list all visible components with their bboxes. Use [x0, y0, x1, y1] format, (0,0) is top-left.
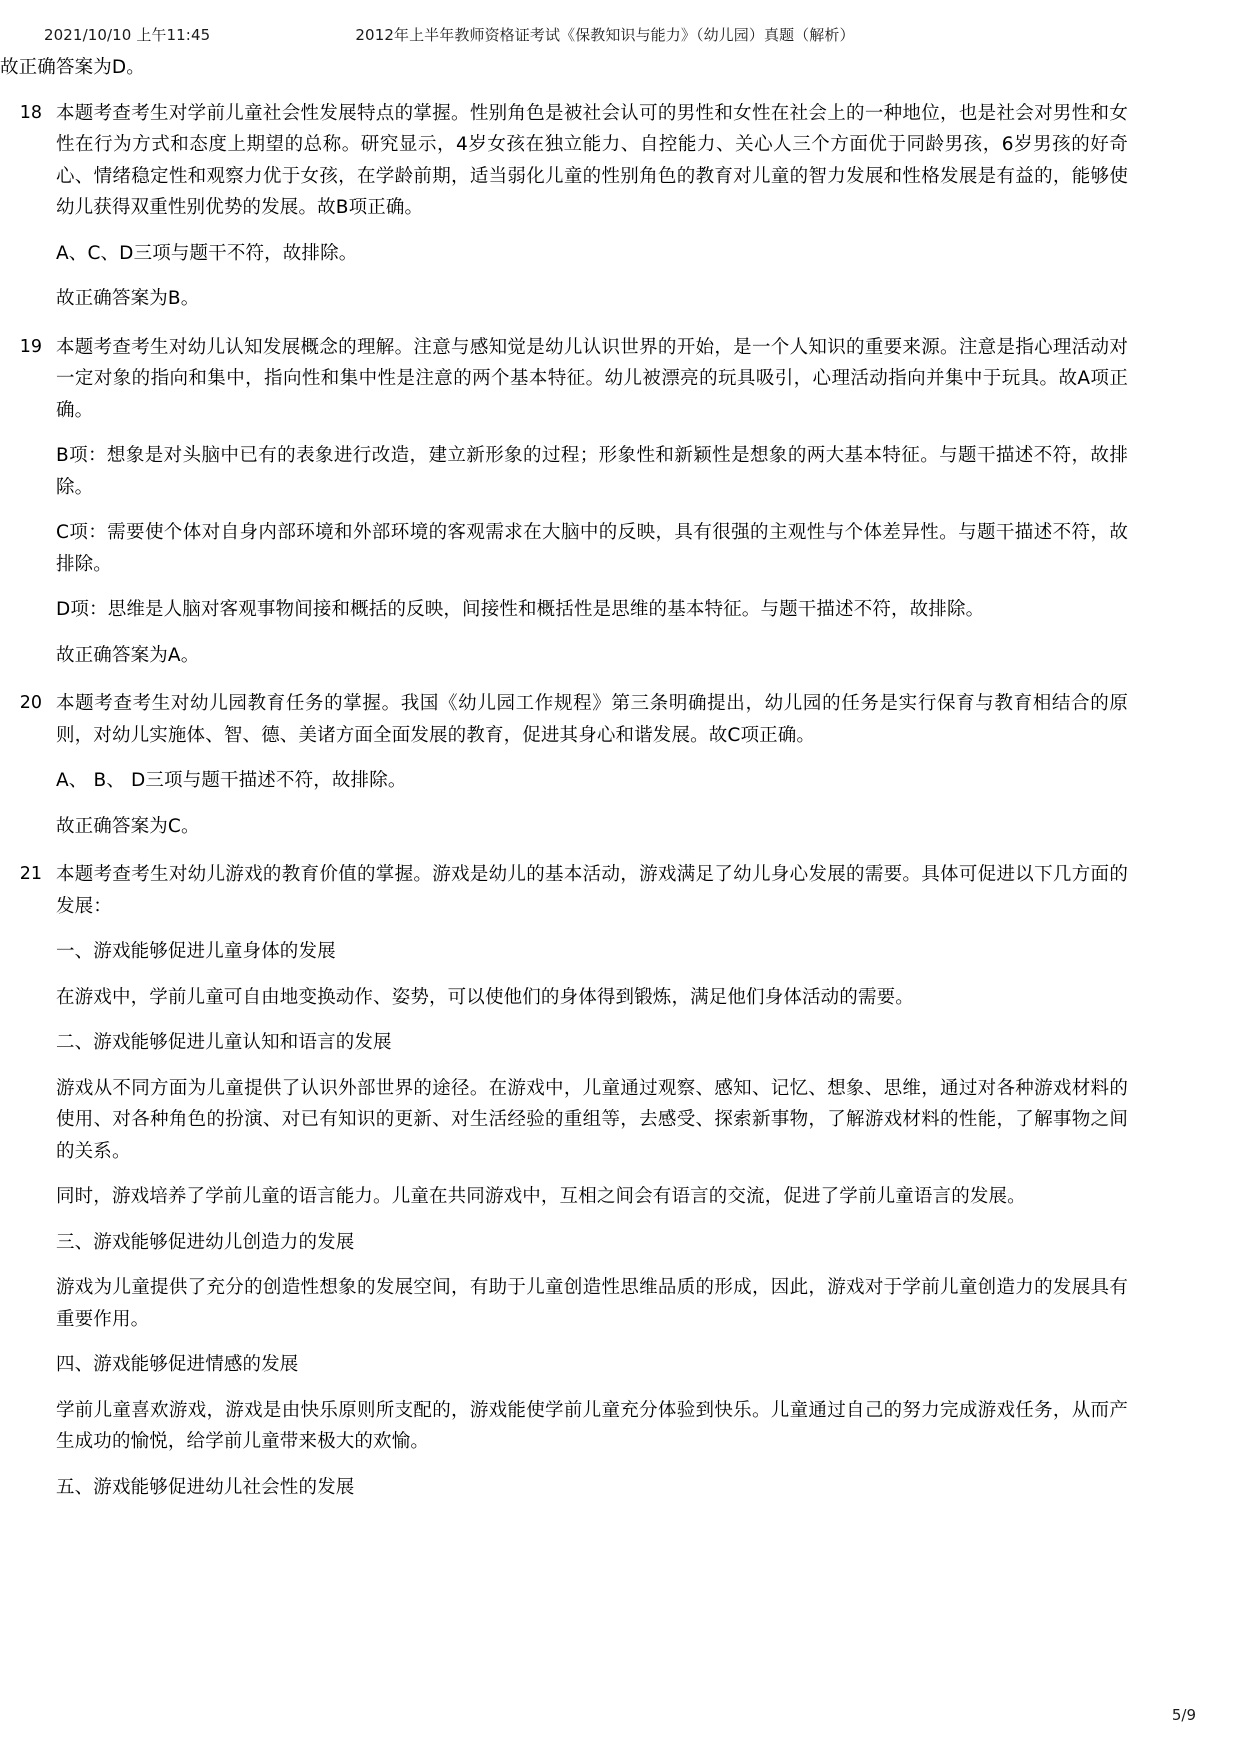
paragraph: 本题考查考生对幼儿园教育任务的掌握。我国《幼儿园工作规程》第三条明确提出，幼儿园的任务是实行保育与教育相结合的原则，对幼儿实施体、智、德、美诸方面全面发展的教育，促进其身心和谐发展。故C项正确。	[56, 693, 1128, 746]
explanation-item	[0, 859, 1240, 1503]
item-number: 18	[19, 102, 42, 123]
item-body	[56, 98, 1240, 315]
page-header	[0, 26, 1240, 50]
explanation-item	[0, 98, 1240, 315]
paragraph: 游戏从不同方面为儿童提供了认识外部世界的途径。在游戏中，儿童通过观察、感知、记忆、想象、思维，通过对各种游戏材料的使用、对各种角色的扮演、对已有知识的更新、对生活经验的重组等，去感受、探索新事物，了解游戏材料的性能，了解事物之间的关系。	[56, 1077, 1128, 1162]
document-body	[0, 52, 1240, 1664]
subsection-heading: 三、游戏能够促进幼儿创造力的发展	[56, 1231, 355, 1253]
block-spacer	[0, 846, 1240, 859]
paragraph: 故正确答案为B。	[56, 288, 200, 309]
explanation-item	[0, 688, 1240, 842]
subsection-heading: 二、游戏能够促进儿童认知和语言的发展	[56, 1032, 392, 1053]
item-body	[56, 859, 1240, 1503]
paragraph: 故正确答案为A。	[56, 644, 200, 666]
item-number: 20	[19, 693, 42, 713]
paragraph: A、 B、 D三项与题干描述不符，故排除。	[56, 770, 407, 791]
paragraph: 本题考查考生对学前儿童社会性发展特点的掌握。性别角色是被社会认可的男性和女性在社会上的一种地位，也是社会对男性和女性在行为方式和态度上期望的总称。研究显示，4岁女孩在独立能力、自控能力、关心人三个方面优于同龄男孩，6岁男孩的好奇心、情绪稳定性和观察力优于女孩，在学龄前期，适当弱化儿童的性别角色的教育对儿童的智力发展和性格发展是有益的，能够使幼儿获得双重性别优势的发展。故B项正确。	[56, 102, 1128, 218]
item-body	[56, 688, 1240, 842]
item-number: 19	[19, 336, 42, 357]
subsection-heading: 五、游戏能够促进幼儿社会性的发展	[56, 1476, 355, 1498]
block-spacer	[0, 319, 1240, 332]
paragraph: 同时，游戏培养了学前儿童的语言能力。儿童在共同游戏中，互相之间会有语言的交流，促进了学前儿童语言的发展。	[56, 1186, 1026, 1207]
block-spacer	[0, 675, 1240, 688]
paragraph: 故正确答案为C。	[56, 815, 200, 837]
page-number-indicator: 5/9	[1171, 1706, 1196, 1724]
paragraph: A、C、D三项与题干不符，故排除。	[56, 242, 358, 264]
carryover-paragraph: 故正确答案为D。	[0, 57, 145, 78]
item-body	[56, 332, 1240, 672]
header-document-title: 2012年上半年教师资格证考试《保教知识与能力》（幼儿园）真题（解析）	[355, 26, 855, 44]
paragraph: B项：想象是对头脑中已有的表象进行改造，建立新形象的过程；形象性和新颖性是想象的两大基本特征。与题干描述不符，故排除。	[56, 445, 1128, 498]
page-footer	[0, 1704, 1240, 1726]
explanation-item	[0, 332, 1240, 672]
paragraph: D项：思维是人脑对客观事物间接和概括的反映，间接性和概括性是思维的基本特征。与题干描述不符，故排除。	[56, 599, 985, 620]
paragraph: 游戏为儿童提供了充分的创造性想象的发展空间，有助于儿童创造性思维品质的形成，因此，游戏对于学前儿童创造力的发展具有重要作用。	[56, 1277, 1128, 1330]
paragraph: 在游戏中，学前儿童可自由地变换动作、姿势，可以使他们的身体得到锻炼，满足他们身体活动的需要。	[56, 986, 914, 1008]
subsection-heading: 四、游戏能够促进情感的发展	[56, 1354, 299, 1375]
header-datetime: 2021/10/10 上午11:45	[44, 26, 211, 44]
paragraph: C项：需要使个体对自身内部环境和外部环境的客观需求在大脑中的反映，具有很强的主观性与个体差异性。与题干描述不符，故排除。	[56, 522, 1128, 575]
paragraph: 本题考查考生对幼儿游戏的教育价值的掌握。游戏是幼儿的基本活动，游戏满足了幼儿身心发展的需要。具体可促进以下几方面的发展：	[56, 864, 1128, 917]
subsection-heading: 一、游戏能够促进儿童身体的发展	[56, 941, 336, 962]
paragraph: 学前儿童喜欢游戏，游戏是由快乐原则所支配的，游戏能使学前儿童充分体验到快乐。儿童通过自己的努力完成游戏任务，从而产生成功的愉悦，给学前儿童带来极大的欢愉。	[56, 1399, 1128, 1452]
item-number: 21	[19, 864, 42, 884]
paragraph: 本题考查考生对幼儿认知发展概念的理解。注意与感知觉是幼儿认识世界的开始，是一个人知识的重要来源。注意是指心理活动对一定对象的指向和集中，指向性和集中性是注意的两个基本特征。幼儿被漂亮的玩具吸引，心理活动指向并集中于玩具。故A项正确。	[56, 336, 1128, 421]
